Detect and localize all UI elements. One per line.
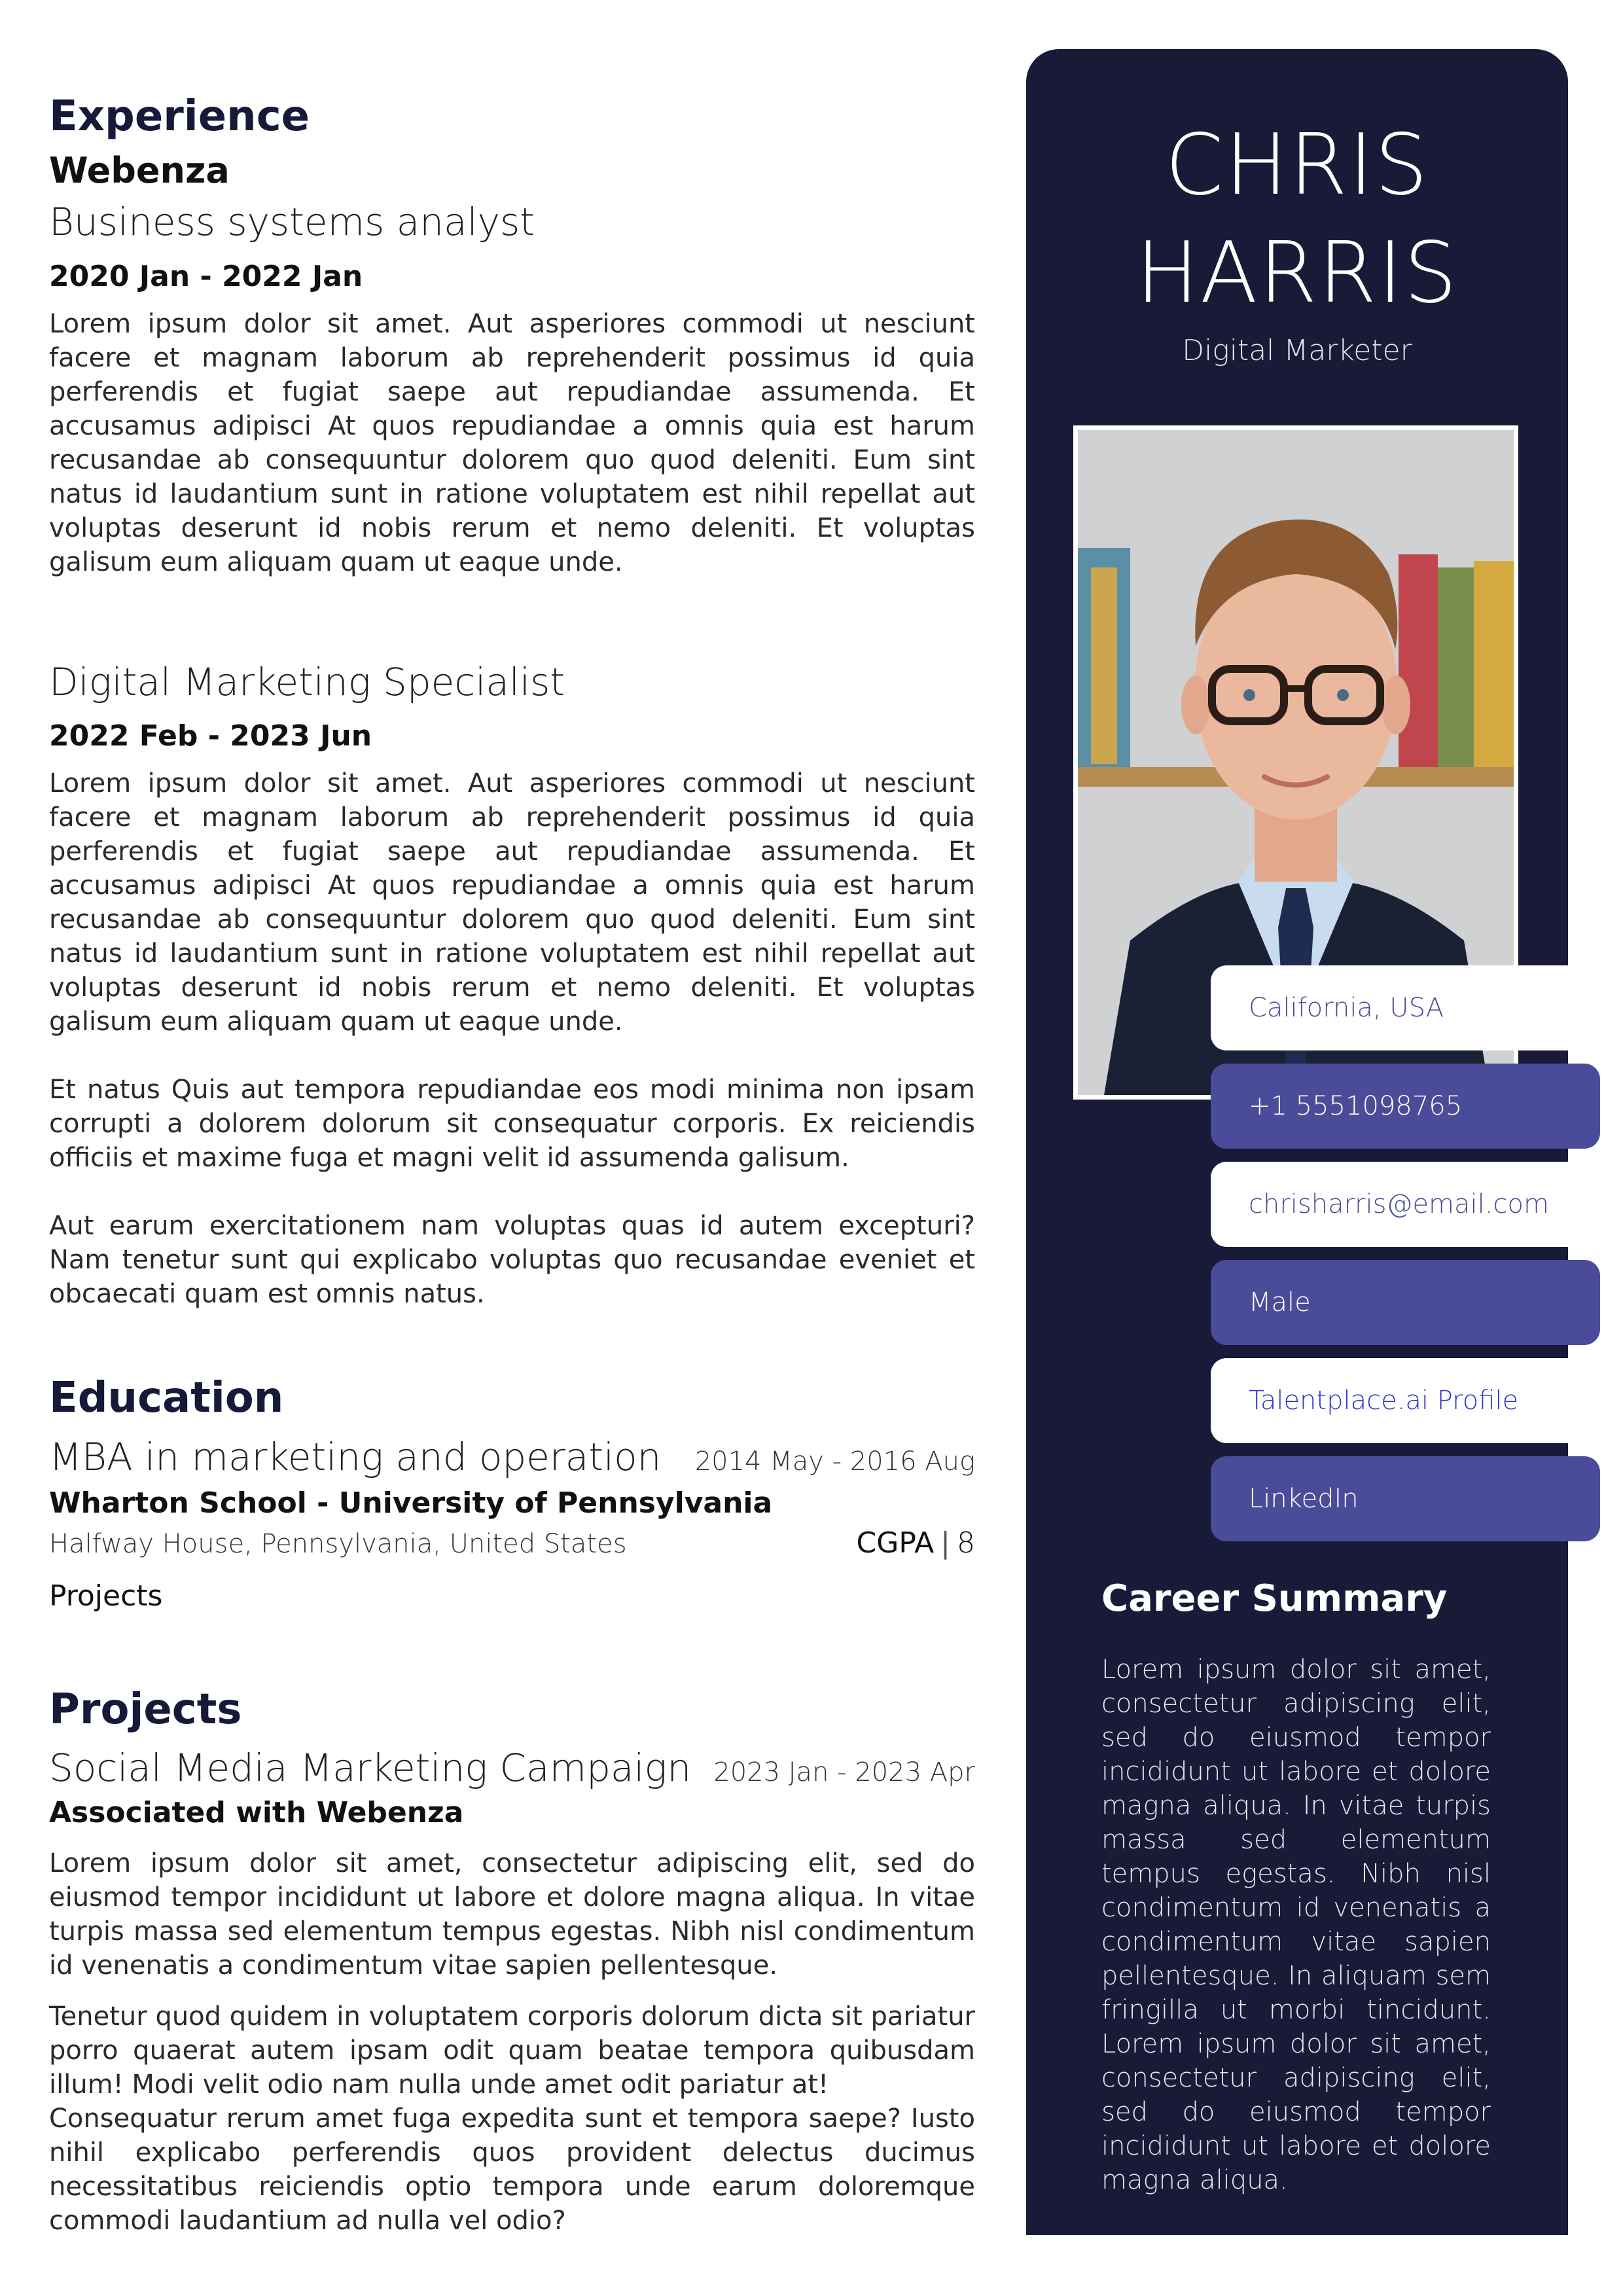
job-dates: 2020 Jan - 2022 Jan [49, 259, 363, 293]
job-description: Lorem ipsum dolor sit amet. Aut asperiores commodi ut nesciunt facere et magnam laborum ab reprehenderit possimus id quia perferendis et fugiat saepe aut repudiandae assumenda. Et accusamus adipisci At quos repudiandae a omnis quia est harum recusandae ab consequuntur dolorem quo quod deleniti. Eum sint natus id laudantium sunt in ratione voluptatem est nihil repellat aut voluptas deserunt id nobis rerum et nemo deleniti. Et voluptas galisum eum aliquam quam ut eaque unde. [49, 308, 975, 577]
main-column [49, 92, 975, 2238]
job-entry [49, 198, 975, 579]
experience-heading: Experience [49, 92, 310, 141]
projects-heading: Projects [49, 1685, 242, 1734]
project-description: Consequatur rerum amet fuga expedita sunt et tempora saepe? Iusto nihil explicabo perferendis quos provident delectus ducimus necessitatibus reiciendis optio tempora unde earum doloremque commodi laudantium ad nulla vel odio? [49, 2103, 975, 2236]
candidate-title: Digital Marketer [1182, 334, 1412, 367]
linkedin-link[interactable]: LinkedIn [1211, 1456, 1600, 1541]
last-name: HARRIS [1135, 224, 1459, 322]
school-location: Halfway House, Pennsylvania, United States [49, 1528, 627, 1559]
contact-email[interactable]: chrisharris@email.com [1211, 1162, 1600, 1247]
contact-phone[interactable]: +1 5551098765 [1211, 1064, 1600, 1149]
project-dates: 2023 Jan - 2023 Apr [713, 1757, 975, 1788]
school-name: Wharton School - University of Pennsylvania [49, 1486, 773, 1520]
project-description: Tenetur quod quidem in voluptatem corporis dolorum dicta sit pariatur porro quaerat autem ipsam odit quam beatae tempora quibusdam illum! Modi velit odio nam nulla unde amet odit pariatur at! [49, 2001, 975, 2100]
project-title: Social Media Marketing Campaign [49, 1746, 692, 1791]
job-role: Business systems analyst [49, 200, 535, 245]
job-description: Aut earum exercitationem nam voluptas quas id autem excepturi? Nam tenetur sunt qui explicabo voluptas quo recusandae eveniet et obcaecati quam est omnis natus. [49, 1211, 975, 1310]
education-dates: 2014 May - 2016 Aug [694, 1446, 975, 1477]
job-description: Et natus Quis aut tempora repudiandae eos modi minima non ipsam corrupti a dolorem dolorum sit consequatur corporis. Ex reiciendis officiis et maxime fuga et magni velit id assumenda galisum. [49, 1075, 975, 1174]
project-description: Lorem ipsum dolor sit amet, consectetur adipiscing elit, sed do eiusmod tempor incididunt ut labore et dolore magna aliqua. In vitae turpis massa sed elementum tempus egestas. Nibh nisl condimentum id venenatis a condimentum vitae sapien pellentesque. [49, 1848, 975, 1981]
contact-location: California, USA [1211, 965, 1600, 1050]
cgpa [857, 1526, 975, 1560]
job-description: Lorem ipsum dolor sit amet. Aut asperiores commodi ut nesciunt facere et magnam laborum ab reprehenderit possimus id quia perferendis et fugiat saepe aut repudiandae assumenda. Et accusamus adipisci At quos repudiandae a omnis quia est harum recusandae ab consequuntur dolorem quo quod deleniti. Eum sint natus id laudantium sunt in ratione voluptatem est nihil repellat aut voluptas deserunt id nobis rerum et nemo deleniti. Et voluptas galisum eum aliquam quam ut eaque unde. [49, 768, 975, 1037]
talentplace-profile-link[interactable]: Talentplace.ai Profile [1211, 1358, 1600, 1443]
candidate-name [1026, 111, 1568, 327]
education-heading: Education [49, 1374, 284, 1423]
career-summary-text: Lorem ipsum dolor sit amet, consectetur adipiscing elit, sed do eiusmod tempor incididunt ut labore et dolore magna aliqua. In vitae turpis massa sed elementum tempus egestas. Nibh nisl condimentum id venenatis a condimentum vitae sapien pellentesque. In aliquam sem fringilla ut morbi tincidunt. Lorem ipsum dolor sit amet, consectetur adipiscing elit, sed do eiusmod tempor incididunt ut labore et dolore magna aliqua. [1101, 1655, 1491, 2195]
company-name: Webenza [49, 149, 230, 191]
cgpa-label: CGPA [856, 1526, 935, 1560]
cgpa-value: 8 [957, 1526, 975, 1560]
education-projects-label: Projects [49, 1579, 163, 1613]
degree-title: MBA in marketing and operation [49, 1435, 662, 1480]
first-name: CHRIS [1165, 117, 1429, 214]
cgpa-separator: | [940, 1526, 950, 1560]
job-entry [49, 658, 975, 1312]
project-association: Associated with Webenza [49, 1795, 464, 1829]
contact-gender: Male [1211, 1260, 1600, 1345]
career-summary-heading: Career Summary [1101, 1577, 1448, 1620]
job-role: Digital Marketing Specialist [49, 659, 565, 704]
job-dates: 2022 Feb - 2023 Jun [49, 719, 372, 753]
